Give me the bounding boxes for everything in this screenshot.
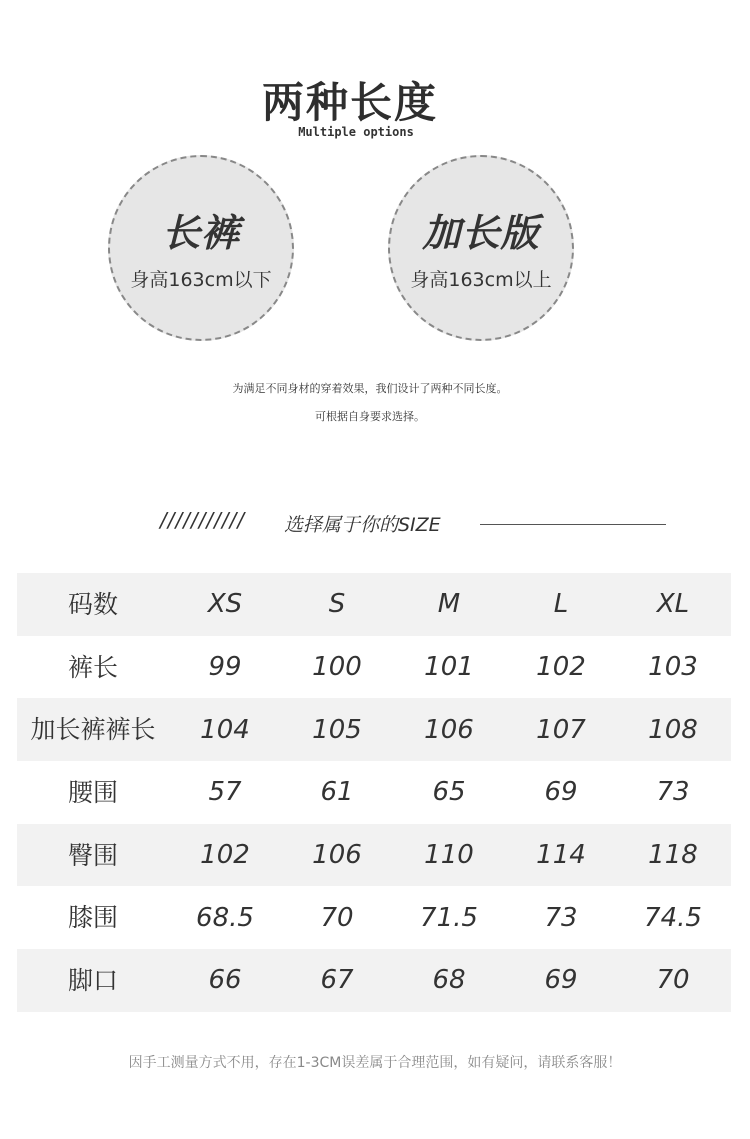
size-table — [17, 573, 731, 1012]
option-desc: 身高163cm以上 — [410, 269, 552, 291]
size-value: 68 — [432, 965, 466, 996]
size-value: 110 — [424, 840, 474, 871]
size-value: M — [437, 589, 461, 620]
option-desc: 身高163cm以下 — [130, 269, 272, 291]
size-value: 73 — [544, 902, 578, 933]
size-value: 101 — [424, 652, 474, 683]
size-value: 100 — [312, 652, 362, 683]
footer-disclaimer: 因手工测量方式不用，存在1-3CM误差属于合理范围，如有疑问，请联系客服！ — [128, 1055, 622, 1071]
size-value: 108 — [648, 714, 698, 745]
size-value: 66 — [208, 965, 242, 996]
size-value: 67 — [320, 965, 354, 996]
size-value: L — [553, 589, 569, 620]
option-name: 加长版 — [422, 211, 540, 255]
size-value: 73 — [656, 777, 690, 808]
size-value: 107 — [536, 714, 586, 745]
size-value: XS — [207, 589, 243, 620]
table-header-row — [17, 573, 731, 636]
size-value: S — [328, 589, 346, 620]
size-value: 57 — [208, 777, 242, 808]
size-value: 70 — [656, 965, 690, 996]
table-row — [17, 824, 731, 887]
table-row — [17, 761, 731, 824]
row-label: 脚口 — [67, 965, 118, 995]
size-value: 118 — [648, 840, 698, 871]
table-row — [17, 949, 731, 1012]
size-value: 65 — [432, 777, 466, 808]
decorative-slashes: /////////// — [160, 508, 246, 532]
size-value: 70 — [320, 902, 354, 933]
size-value: 99 — [208, 652, 242, 683]
note-line-1: 为满足不同身材的穿着效果，我们设计了两种不同长度。 — [232, 382, 508, 395]
table-row — [17, 698, 731, 761]
size-value: 61 — [320, 777, 354, 808]
size-value: 71.5 — [420, 902, 478, 933]
row-label: 加长裤裤长 — [30, 715, 156, 745]
size-value: 114 — [536, 840, 586, 871]
size-value: XL — [656, 589, 690, 620]
size-value: 105 — [312, 714, 362, 745]
size-value: 69 — [544, 777, 578, 808]
size-value: 104 — [200, 714, 250, 745]
option-circle-long — [388, 155, 574, 341]
size-value: 102 — [536, 652, 586, 683]
table-row — [17, 886, 731, 949]
page-subtitle: Multiple options — [298, 125, 414, 139]
size-value: 106 — [312, 840, 362, 871]
option-circle-regular — [108, 155, 294, 341]
table-row — [17, 636, 731, 699]
size-value: 102 — [200, 840, 250, 871]
row-label: 裤长 — [67, 652, 118, 682]
size-value: 74.5 — [644, 902, 702, 933]
size-value: 106 — [424, 714, 474, 745]
page-title: 两种长度 — [261, 78, 438, 127]
size-section-heading: 选择属于你的SIZE — [284, 514, 441, 536]
option-name: 长裤 — [161, 211, 240, 255]
size-value: 68.5 — [196, 902, 254, 933]
row-label: 臀围 — [67, 840, 118, 870]
size-value: 103 — [648, 652, 698, 683]
heading-divider — [480, 524, 666, 525]
note-line-2: 可根据自身要求选择。 — [315, 410, 425, 423]
row-label: 膝围 — [67, 903, 118, 933]
row-label: 腰围 — [67, 777, 118, 807]
size-value: 69 — [544, 965, 578, 996]
row-label: 码数 — [67, 589, 118, 619]
